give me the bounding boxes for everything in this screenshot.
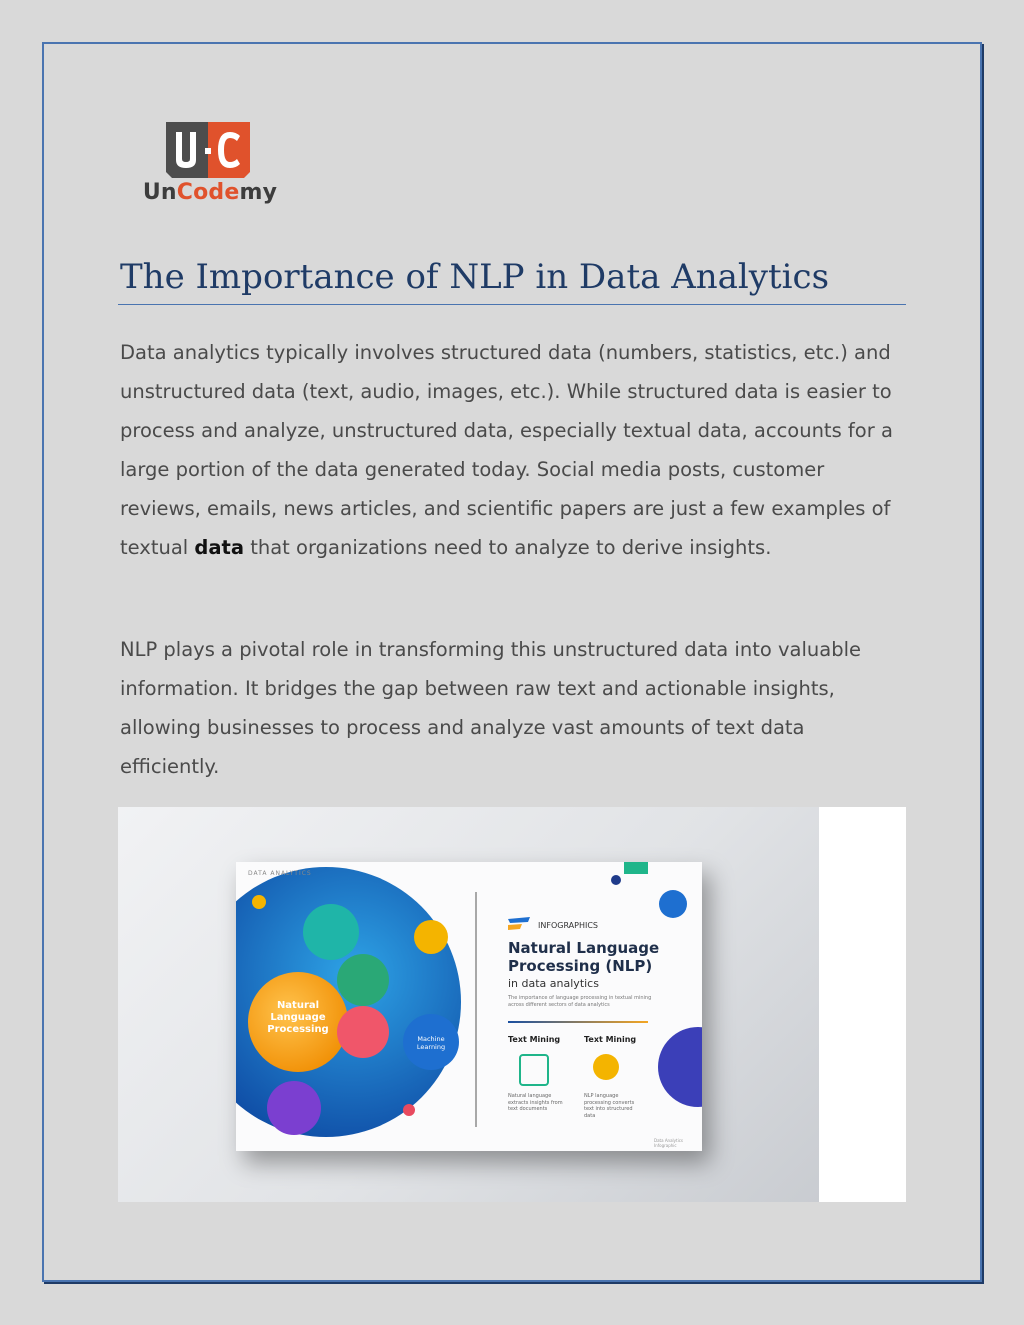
yellow-node — [414, 920, 448, 954]
paragraph-1-text-b: that organizations need to analyze to derive insights. — [244, 536, 772, 559]
column-1-title: Text Mining — [508, 1035, 561, 1044]
infographic-card — [236, 862, 702, 1151]
document-icon — [520, 1055, 548, 1085]
infographic-tag-icon — [508, 917, 530, 931]
machine-circle-label: Machine Learning — [416, 1035, 446, 1051]
column-2-title: Text Mining — [584, 1035, 637, 1044]
red-node — [337, 1006, 389, 1058]
green-node — [337, 954, 389, 1006]
uncodemy-logo — [140, 120, 280, 215]
nlp-infographic-image — [118, 807, 906, 1202]
infographic-caption: Data Analytics Infographic — [654, 1138, 683, 1148]
brand-name-part2: Code — [176, 180, 240, 205]
brand-name — [140, 180, 280, 205]
paragraph-1 — [120, 333, 910, 567]
infographic-tag: INFOGRAPHICS — [538, 921, 599, 930]
paragraph-1-bold: data — [194, 536, 245, 559]
infographic-header: DATA ANALYTICS — [248, 870, 312, 877]
infographic-divider — [508, 1021, 648, 1023]
logo-mark-icon — [166, 122, 250, 178]
gear-icon — [593, 1054, 619, 1080]
brand-name-part3: my — [239, 180, 278, 205]
infographic-subtitle: in data analytics — [508, 977, 599, 990]
purple-node — [267, 1081, 321, 1135]
center-circle-label: Natural Language Processing — [267, 1000, 329, 1035]
paragraph-2: NLP plays a pivotal role in transforming this unstructured data into valuable information. It bridges the gap between raw text and actionable insights, allowing businesses to process and analyze vast amounts of text data efficiently. — [120, 638, 861, 778]
page-title: The Importance of NLP in Data Analytics — [120, 257, 830, 297]
teal-node — [303, 904, 359, 960]
infographic-description: The importance of language processing in textual mining across different sectors of data analytics — [508, 995, 652, 1008]
column-1-text: Natural language extracts insights from text documents — [508, 1093, 563, 1112]
column-2-text: NLP language processing converts text into structured data — [584, 1093, 635, 1119]
paragraph-1-text-a: Data analytics typically involves structured data (numbers, statistics, etc.) and unstructured data (text, audio, images, etc.). While structured data is easier to process and analyze, unstructured data, especially textual data, accounts for a large portion of the data generated today. Social media posts, customer reviews, emails, news articles, and scientific papers are just a few examples of textual — [120, 341, 893, 559]
title-divider — [118, 304, 906, 305]
brand-name-part1: Un — [142, 180, 177, 205]
infographic-title: Natural Language Processing (NLP) — [508, 939, 660, 975]
